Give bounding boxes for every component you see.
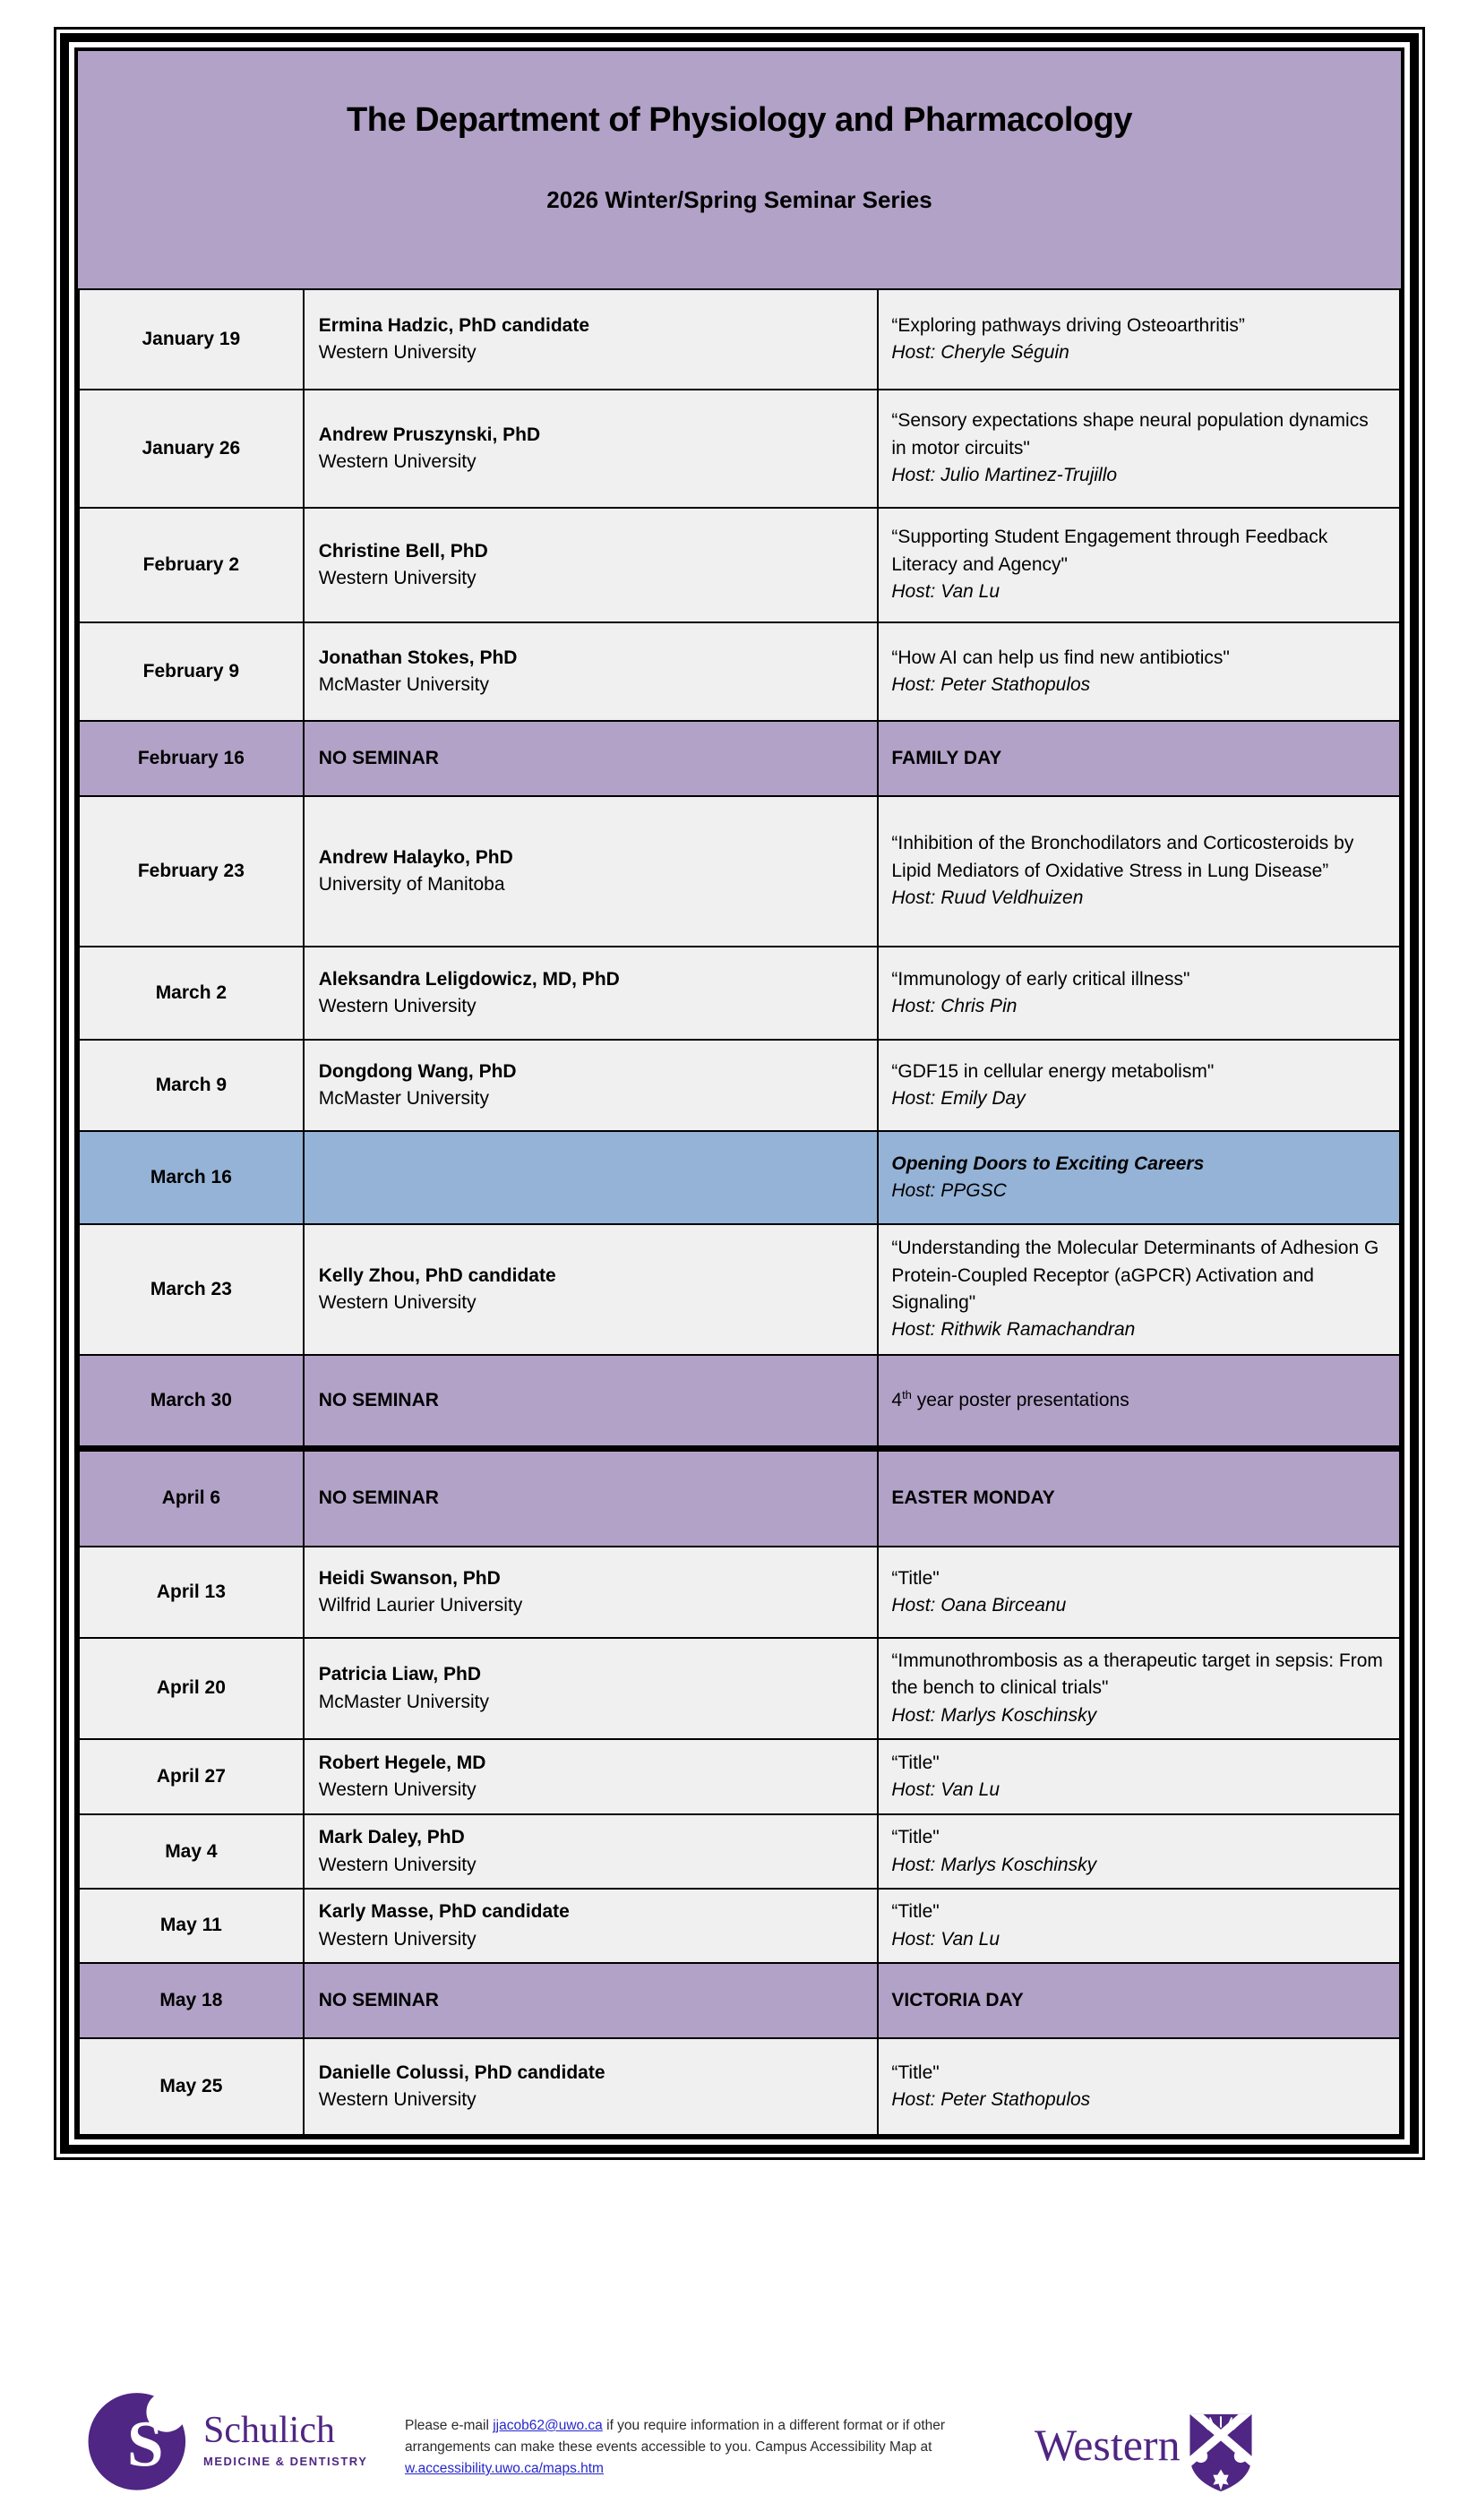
page-footer	[0, 2369, 1477, 2520]
speaker-cell	[304, 508, 879, 622]
talk-host: Host: Peter Stathopulos	[891, 674, 1091, 695]
western-shield-icon	[1188, 2412, 1254, 2494]
talk-host: Host: PPGSC	[891, 1180, 1007, 1201]
speaker-affiliation: Western University	[318, 451, 477, 472]
date-cell: May 18	[79, 1963, 304, 2038]
table-row	[79, 1739, 1400, 1814]
date-cell: April 13	[79, 1547, 304, 1638]
speaker-affiliation: Western University	[318, 2089, 477, 2111]
date-cell: March 30	[79, 1355, 304, 1448]
speaker-affiliation: Western University	[318, 342, 477, 363]
talk-cell	[878, 2038, 1400, 2135]
talk-title: “Immunology of early critical illness"	[891, 968, 1190, 990]
speaker-cell	[304, 1889, 879, 1963]
talk-title: “Title"	[891, 1827, 940, 1848]
date-cell: March 2	[79, 947, 304, 1040]
talk-host: Host: Marlys Koschinsky	[891, 1854, 1097, 1875]
table-row	[79, 1889, 1400, 1963]
talk-cell	[878, 947, 1400, 1040]
talk-host: Host: Peter Stathopulos	[891, 2089, 1091, 2111]
speaker-affiliation: Western University	[318, 996, 477, 1016]
table-row	[79, 1814, 1400, 1889]
speaker-cell	[304, 1448, 879, 1547]
talk-title: “Supporting Student Engagement through Feedback Literacy and Agency"	[891, 527, 1328, 575]
no-seminar-label: NO SEMINAR	[318, 1989, 439, 2010]
talk-host: Host: Van Lu	[891, 1779, 1000, 1801]
speaker-name: Aleksandra Leligdowicz, MD, PhD	[318, 968, 620, 990]
talk-title: “Title"	[891, 1901, 940, 1923]
email-link[interactable]: jjacob62@uwo.ca	[493, 2418, 603, 2433]
date-cell: January 26	[79, 390, 304, 508]
date-cell: May 25	[79, 2038, 304, 2135]
talk-host: Host: Ruud Veldhuizen	[891, 887, 1084, 909]
talk-host: Host: Van Lu	[891, 581, 1000, 603]
schulich-wordmark: Schulich	[203, 2409, 335, 2451]
date-cell: March 9	[79, 1040, 304, 1131]
document-frame	[54, 27, 1425, 2160]
talk-title: “Understanding the Molecular Determinants of Adhesion G Protein-Coupled Receptor (aGPCR) Activation and Signaling"	[891, 1238, 1379, 1313]
talk-cell	[878, 1040, 1400, 1131]
talk-cell	[878, 796, 1400, 947]
date-cell: March 23	[79, 1224, 304, 1355]
talk-host: Host: Chris Pin	[891, 996, 1018, 1016]
talk-title: “Immunothrombosis as a therapeutic target in sepsis: From the bench to clinical trials"	[891, 1650, 1383, 1699]
talk-title: “Title"	[891, 1752, 940, 1773]
date-cell: April 27	[79, 1739, 304, 1814]
date-cell: April 20	[79, 1638, 304, 1739]
date-cell: May 4	[79, 1814, 304, 1889]
western-wordmark: Western	[1035, 2420, 1181, 2470]
speaker-affiliation: Western University	[318, 1292, 477, 1313]
talk-title: VICTORIA DAY	[891, 1989, 1024, 2010]
talk-host: Host: Cheryle Séguin	[891, 342, 1069, 363]
talk-title: 4th year poster presentations	[891, 1387, 1129, 1410]
talk-cell	[878, 1739, 1400, 1814]
talk-title: Opening Doors to Exciting Careers	[891, 1153, 1205, 1174]
talk-title: “Exploring pathways driving Osteoarthritis”	[891, 314, 1245, 336]
speaker-cell	[304, 796, 879, 947]
speaker-cell	[304, 1224, 879, 1355]
talk-cell	[878, 1131, 1400, 1224]
talk-cell	[878, 1224, 1400, 1355]
talk-cell	[878, 1889, 1400, 1963]
page-title: The Department of Physiology and Pharmacology	[347, 101, 1132, 139]
speaker-name: Andrew Halayko, PhD	[318, 846, 513, 868]
table-row	[79, 947, 1400, 1040]
date-cell: May 11	[79, 1889, 304, 1963]
speaker-name: Ermina Hadzic, PhD candidate	[318, 314, 589, 336]
speaker-cell	[304, 289, 879, 390]
table-row	[79, 622, 1400, 721]
speaker-name: Robert Hegele, MD	[318, 1752, 486, 1773]
table-row	[79, 1224, 1400, 1355]
speaker-name: Jonathan Stokes, PhD	[318, 647, 518, 668]
table-row	[79, 1547, 1400, 1638]
speaker-name: Christine Bell, PhD	[318, 540, 488, 561]
speaker-affiliation: McMaster University	[318, 674, 489, 695]
schulich-tagline: MEDICINE & DENTISTRY	[203, 2454, 368, 2468]
table-row	[79, 1638, 1400, 1739]
speaker-affiliation: Western University	[318, 1779, 477, 1801]
talk-cell	[878, 1448, 1400, 1547]
table-row	[79, 1963, 1400, 2038]
speaker-name: Mark Daley, PhD	[318, 1827, 465, 1848]
talk-cell	[878, 622, 1400, 721]
talk-cell	[878, 1547, 1400, 1638]
speaker-affiliation: University of Manitoba	[318, 874, 505, 895]
date-cell: March 16	[79, 1131, 304, 1224]
speaker-name: Danielle Colussi, PhD candidate	[318, 2061, 605, 2083]
speaker-cell	[304, 721, 879, 796]
table-row	[79, 1355, 1400, 1448]
speaker-name: Heidi Swanson, PhD	[318, 1567, 501, 1589]
talk-title: “How AI can help us find new antibiotics"	[891, 647, 1230, 668]
speaker-affiliation: Wilfrid Laurier University	[318, 1595, 523, 1616]
talk-host: Host: Rithwik Ramachandran	[891, 1319, 1136, 1341]
speaker-cell	[304, 1040, 879, 1131]
no-seminar-label: NO SEMINAR	[318, 747, 439, 768]
talk-host: Host: Julio Martinez-Trujillo	[891, 465, 1118, 486]
date-cell: February 9	[79, 622, 304, 721]
speaker-affiliation: McMaster University	[318, 1088, 489, 1109]
table-row	[79, 508, 1400, 622]
speaker-affiliation: Western University	[318, 1854, 477, 1875]
table-row	[79, 390, 1400, 508]
talk-cell	[878, 1963, 1400, 2038]
date-cell: April 6	[79, 1448, 304, 1547]
speaker-cell	[304, 1355, 879, 1448]
schulich-logo	[85, 2387, 367, 2492]
page-subtitle: 2026 Winter/Spring Seminar Series	[546, 186, 932, 213]
talk-title: “Title"	[891, 1567, 940, 1589]
speaker-name: Andrew Pruszynski, PhD	[318, 424, 541, 445]
no-seminar-label: NO SEMINAR	[318, 1389, 439, 1410]
speaker-cell	[304, 1814, 879, 1889]
svg-text:S: S	[126, 2407, 164, 2481]
talk-host: Host: Van Lu	[891, 1928, 1000, 1950]
schulich-logo-icon	[85, 2387, 191, 2492]
speaker-cell	[304, 390, 879, 508]
seminar-schedule-table	[78, 288, 1401, 2136]
talk-title: “Title"	[891, 2061, 940, 2083]
accessibility-note	[405, 2415, 965, 2480]
talk-cell	[878, 1814, 1400, 1889]
talk-host: Host: Emily Day	[891, 1088, 1026, 1109]
talk-cell	[878, 508, 1400, 622]
speaker-cell	[304, 1547, 879, 1638]
note-text: Please e-mail	[405, 2418, 494, 2433]
speaker-cell	[304, 1131, 879, 1224]
accessibility-map-link[interactable]: w.accessibility.uwo.ca/maps.htm	[405, 2461, 604, 2477]
talk-host: Host: Marlys Koschinsky	[891, 1704, 1097, 1726]
speaker-cell	[304, 947, 879, 1040]
speaker-name: Karly Masse, PhD candidate	[318, 1901, 570, 1923]
speaker-cell	[304, 622, 879, 721]
speaker-name: Dongdong Wang, PhD	[318, 1060, 517, 1082]
date-cell: January 19	[79, 289, 304, 390]
talk-cell	[878, 721, 1400, 796]
table-row	[79, 289, 1400, 390]
date-cell: February 16	[79, 721, 304, 796]
speaker-cell	[304, 1963, 879, 2038]
talk-host: Host: Oana Birceanu	[891, 1595, 1067, 1616]
table-row	[79, 721, 1400, 796]
talk-cell	[878, 289, 1400, 390]
western-logo	[1035, 2412, 1254, 2494]
talk-title: “Sensory expectations shape neural population dynamics in motor circuits"	[891, 410, 1369, 459]
date-cell: February 23	[79, 796, 304, 947]
speaker-cell	[304, 1638, 879, 1739]
table-row	[79, 1131, 1400, 1224]
speaker-affiliation: McMaster University	[318, 1691, 489, 1712]
speaker-cell	[304, 1739, 879, 1814]
table-row	[79, 2038, 1400, 2135]
talk-cell	[878, 1355, 1400, 1448]
no-seminar-label: NO SEMINAR	[318, 1487, 439, 1509]
talk-title: “Inhibition of the Bronchodilators and Corticosteroids by Lipid Mediators of Oxidative Stress in Lung Disease”	[891, 833, 1354, 881]
talk-title: “GDF15 in cellular energy metabolism"	[891, 1060, 1215, 1082]
speaker-affiliation: Western University	[318, 568, 477, 588]
speaker-name: Patricia Liaw, PhD	[318, 1664, 482, 1685]
document-header	[78, 51, 1401, 288]
seminar-table-body	[79, 289, 1400, 2135]
speaker-cell	[304, 2038, 879, 2135]
talk-title: EASTER MONDAY	[891, 1487, 1055, 1509]
table-row	[79, 1040, 1400, 1131]
table-row	[79, 796, 1400, 947]
speaker-affiliation: Western University	[318, 1928, 477, 1950]
talk-title: FAMILY DAY	[891, 747, 1002, 768]
speaker-name: Kelly Zhou, PhD candidate	[318, 1264, 556, 1286]
talk-cell	[878, 390, 1400, 508]
note-text: if you require information in a different format or if other arrangements can make these events accessible to you. Campus Accessibility Map at	[405, 2418, 946, 2456]
date-cell: February 2	[79, 508, 304, 622]
table-row	[79, 1448, 1400, 1547]
talk-cell	[878, 1638, 1400, 1739]
